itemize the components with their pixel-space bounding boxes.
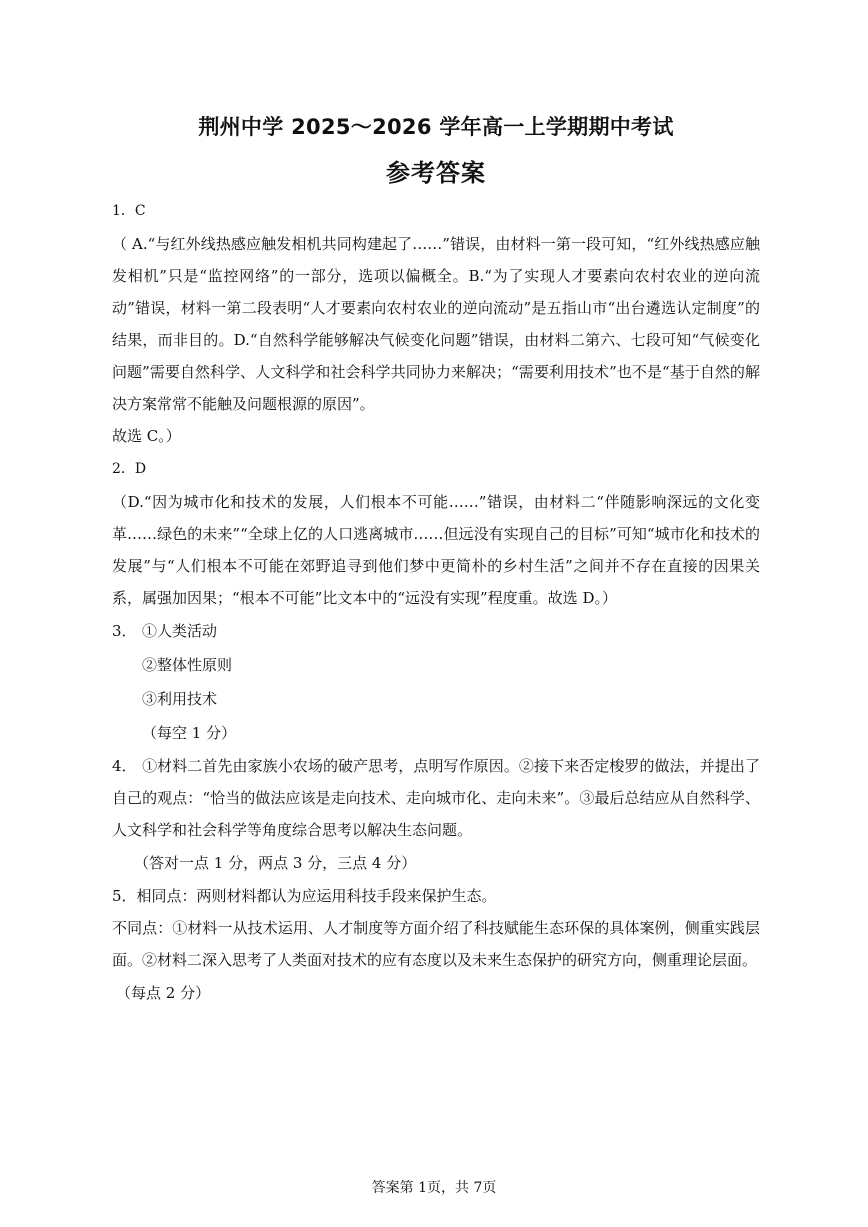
answer-4-body [112,750,760,846]
answer-4-explanation: ①材料二首先由家族小农场的破产思考，点明写作原因。②接下来否定梭罗的做法，并提出了自己的观点：“恰当的做法应该是走向技术、走向城市化、走向未来”。③最后总结应从自然科学、人文科学和社会科学等角度综合思考以解决生态问题。 [112,757,760,839]
answer-5-number: 5． [112,887,137,905]
answer-2-number: 2．D [112,461,147,477]
answer-4-number: 4． [112,757,137,775]
answer-5-score: （每点 2 分） [116,984,211,1002]
answer-5-same-row [112,880,760,912]
answer-2 [112,458,760,614]
document-title: 荆州中学 2025～2026 学年高一上学期期中考试 [198,115,674,139]
answer-5-same: 相同点：两则材料都认为应运用科技手段来保护生态。 [136,887,497,905]
answer-1 [112,200,760,452]
answer-3 [112,614,760,750]
document-subtitle: 参考答案 [386,159,486,187]
answer-4-score: （答对一点 1 分，两点 3 分，三点 4 分） [134,854,417,872]
answer-5-diff: 不同点：①材料一从技术运用、人才制度等方面介绍了科技赋能生态环保的具体案例，侧重实践层面。②材料二深入思考了人类面对技术的应有态度以及未来生态保护的研究方向，侧重理论层面。 [112,919,760,969]
answer-3-first-row [112,614,760,648]
answer-3-score: （每空 1 分） [142,724,237,742]
answer-3-number: 3． [112,622,137,640]
answer-3-item-3: ③利用技术 [142,690,218,708]
answer-1-explanation: （ A.“与红外线热感应触发相机共同构建起了……”错误，由材料一第一段可知，“红外线热感应触发相机”只是“监控网络”的一部分，选项以偏概全。B.“为了实现人才要素向农村农业的逆向流动”错误，材料一第二段表明“人才要素向农村农业的逆向流动”是五指山市“出台遴选认定制度”的结果，而非目的。D.“自然科学能够解决气候变化问题”错误，由材料二第六、七段可知“气候变化问题”需要自然科学、人文科学和社会科学共同协力来解决；“需要利用技术”也不是“基于自然的解决方案常常不能触及问题根源的原因”。 [112,235,760,413]
answer-3-item-2: ②整体性原则 [142,656,233,674]
page-footer: 答案第 1页，共 7页 [371,1180,497,1196]
answer-1-number: 1．C [112,203,146,219]
answer-3-item-1: ①人类活动 [142,622,218,640]
answer-5 [112,880,760,1010]
answer-2-explanation: （D.“因为城市化和技术的发展，人们根本不可能……”错误，由材料二“伴随影响深远的文化变革……绿色的未来”“全球上亿的人口逃离城市……但远没有实现自己的目标”可知“城市化和技术的发展”与“人们根本不可能在郊野追寻到他们梦中更简朴的乡村生活”之间并不存在直接的因果关系，属强加因果；“根本不可能”比文本中的“远没有实现”程度重。故选 D。） [112,493,760,607]
answer-1-conclusion: 故选 C。） [112,427,181,445]
answer-4 [112,750,760,880]
